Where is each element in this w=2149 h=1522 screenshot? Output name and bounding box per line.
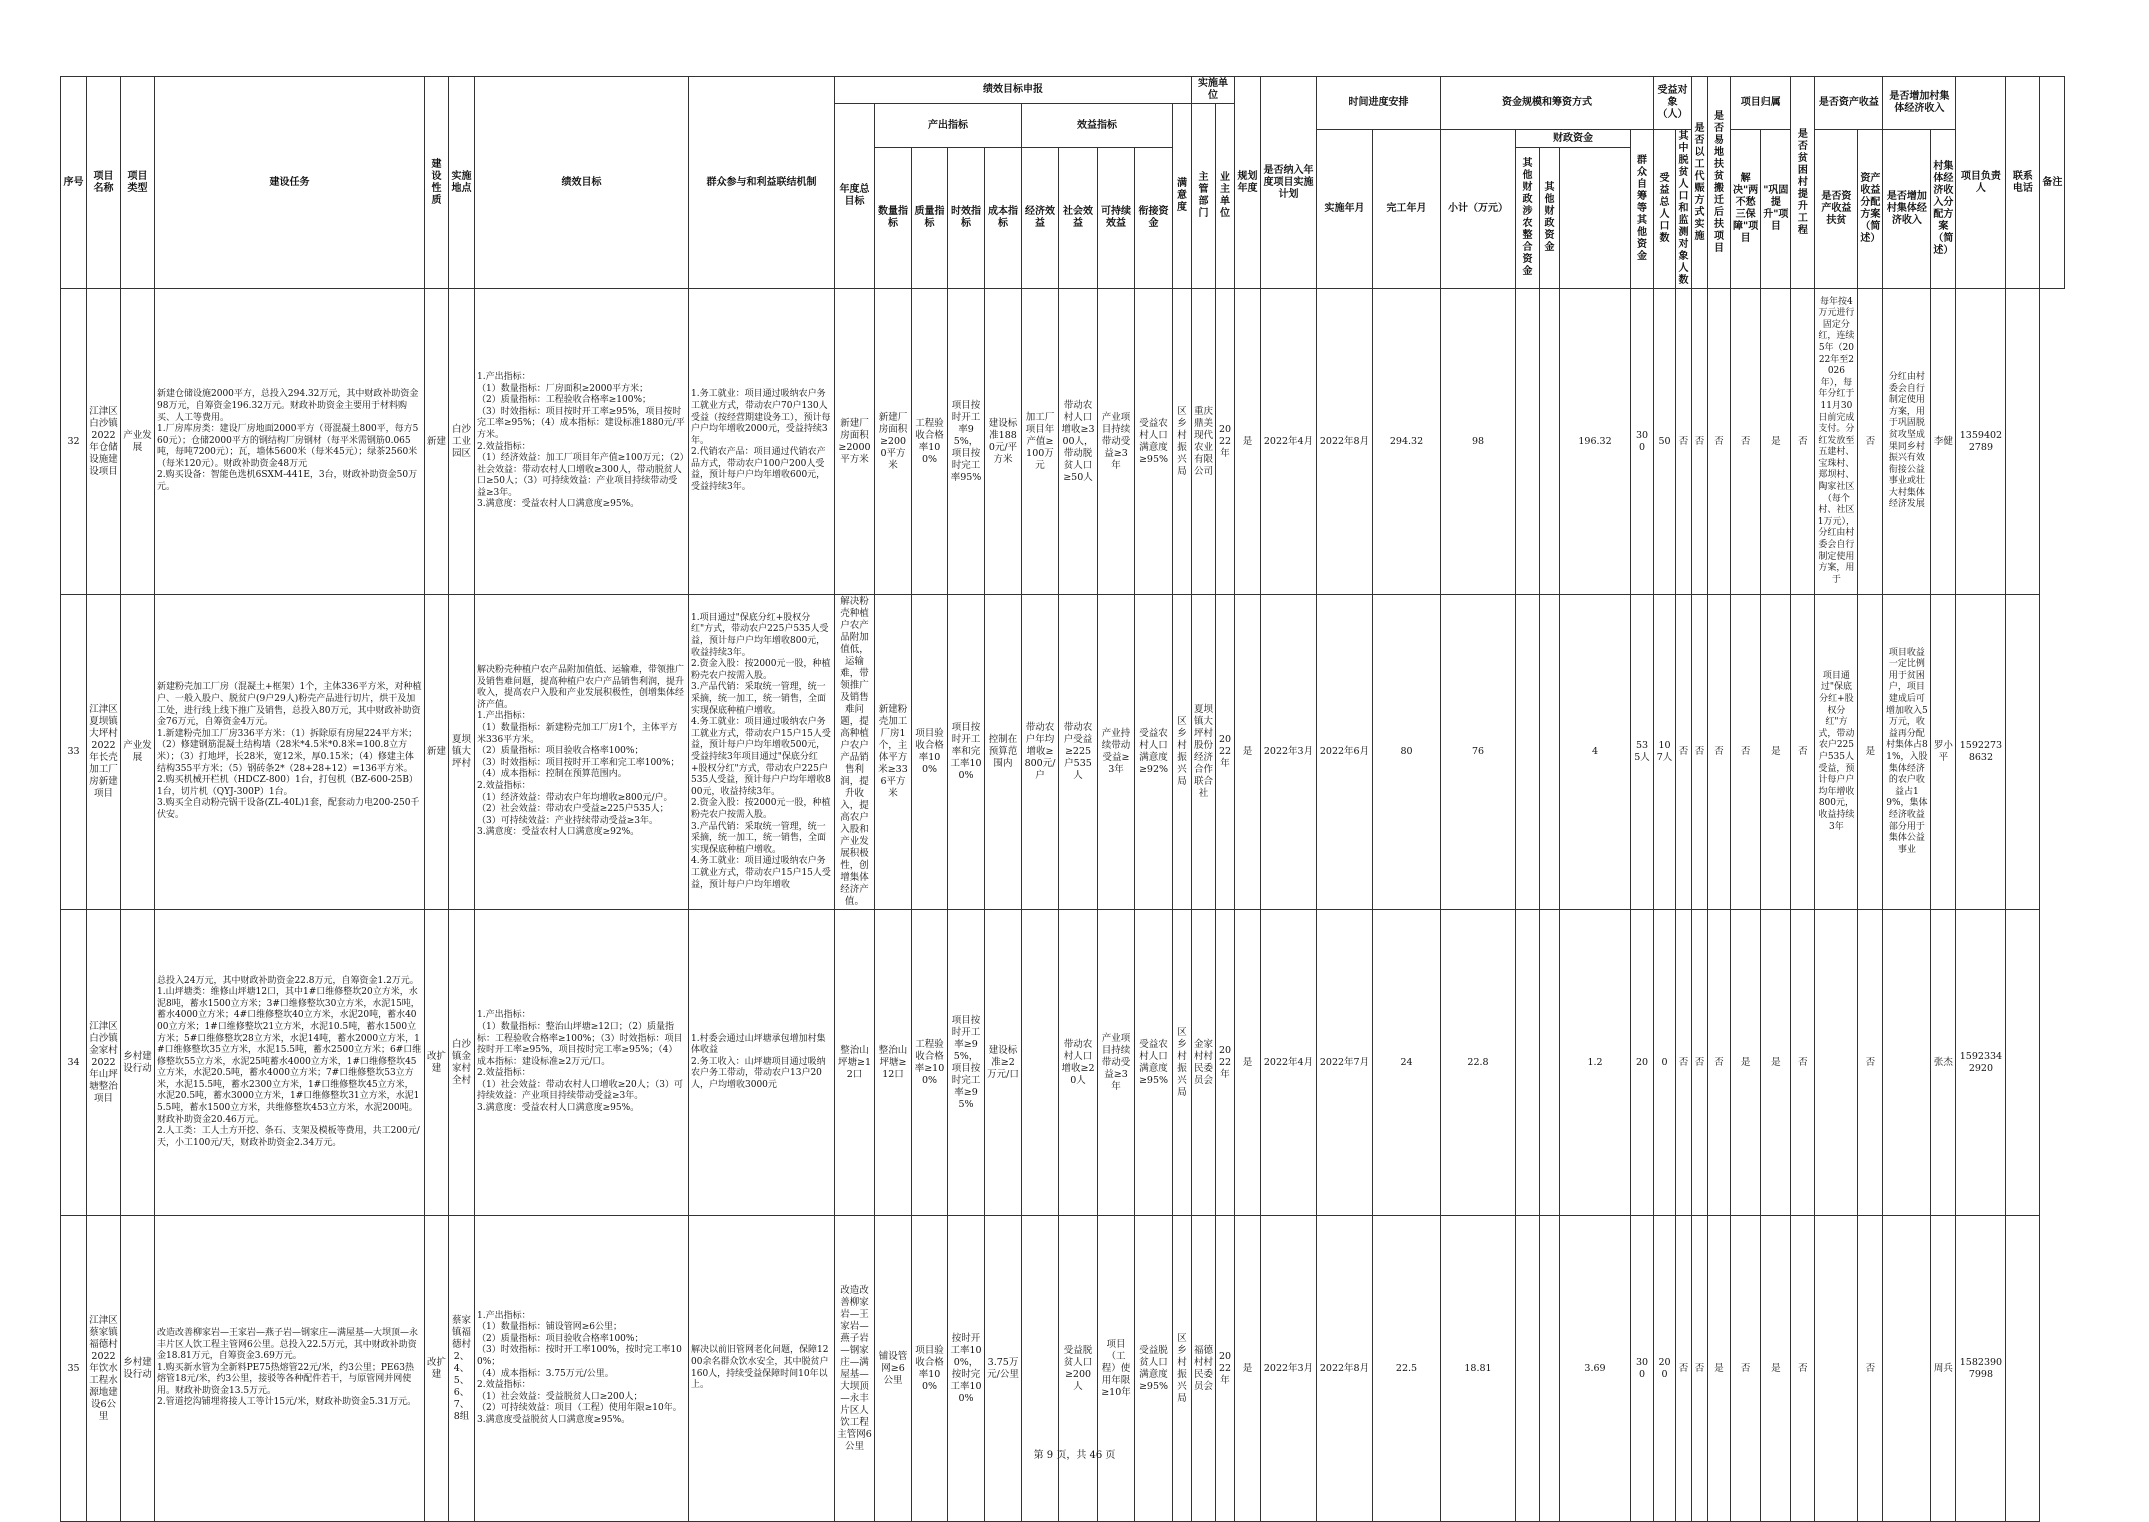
cell-satisfaction: 受益脱贫人口满意度≥95% (1135, 1216, 1173, 1522)
cell-collective-sub: 是 (1858, 595, 1883, 910)
header-collective-sub: 是否增加村集体经济收入 (1883, 130, 1931, 289)
cell-revitalize: 是 (1731, 910, 1761, 1216)
cell-cost: 建设标准1880元/平方米 (985, 289, 1022, 595)
cell-seq: 33 (61, 595, 87, 910)
header-collective-plan: 村集体经济收入分配方案（简述） (1931, 130, 1956, 289)
header-benefit: 效益指标 (1022, 104, 1173, 148)
cell-owner: 重庆鼎美现代农业有限公司 (1192, 289, 1216, 595)
cell-seq: 32 (61, 289, 87, 595)
cell-asset-plan (1815, 910, 1858, 1216)
cell-remark (2006, 289, 2040, 595)
header-asset-income-sub: 是否资产收益扶贫 (1815, 130, 1858, 289)
cell-work-relief: 否 (1676, 595, 1692, 910)
cell-cost: 控制在预算范围内 (985, 595, 1022, 910)
header-task: 建设任务 (155, 77, 425, 289)
cell-location: 夏坝镇大坪村 (449, 595, 475, 910)
cell-subtotal: 22.5 (1373, 1216, 1441, 1522)
header-social: 社会效益 (1059, 148, 1098, 289)
cell-start: 2022年4月 (1261, 289, 1317, 595)
cell-mechanism: 解决以前旧管网老化问题，保障1200余名群众饮水安全，其中脱贫户160人，持续受益保障时间10年以上。 (689, 1216, 835, 1522)
header-central: 衔接资金 (1135, 148, 1173, 289)
cell-social: 带动农村人口增收≥300人，带动脱贫人口≥50人 (1059, 289, 1098, 595)
header-timeliness: 时效指标 (948, 148, 985, 289)
cell-owner: 金家村村民委员会 (1192, 910, 1216, 1216)
cell-quality: 工程验收合格率≥100% (912, 910, 948, 1216)
cell-annual-goal: 整治山坪塘≥12口 (835, 910, 875, 1216)
cell-annual-goal: 改造改善柳家岩—王家岩—燕子岩—钢家庄—满屋基—大坝顶—永丰片区人饮工程主管网6公里 (835, 1216, 875, 1522)
cell-ben-poor: 0 (1654, 910, 1676, 1216)
table-row (61, 910, 2065, 1216)
cell-timeliness: 项目按时开工率95%，项目按时完工率95% (948, 289, 985, 595)
cell-econ (1022, 1216, 1059, 1522)
cell-goal: 解决粉壳种植户农产品附加值低、运输难，带领推广及销售难问题，提高种植户农户产品销售利润，提升收入，提高农户入股和产业发展积极性，创增集体经济产值。 1.产出指标： （1）数量指标：新建粉壳加工厂房1个，主体平方米336平方米。 （2）质量指标：项目验收合格率100%； （3）时效指标：项目按时开工率和完工率100%； （4）成本指标：控制在预算范围内。 2.效益指标： （1）经济效益：带动农户年均增收≥800元/户。 （2）社会效益：带动农户受益≥225户535人； （3）可持续效益：产业持续带动受益≥3年。 3.满意度：受益农村人口满意度≥92%。 (475, 595, 689, 910)
cell-type: 乡村建设行动 (121, 910, 155, 1216)
header-two-guarantees: 解决"两不愁三保障"项目 (1731, 130, 1761, 289)
cell-subtotal: 24 (1373, 910, 1441, 1216)
header-work-relief: 是否以工代赈方式实施 (1692, 77, 1708, 289)
cell-ben-total: 300 (1631, 1216, 1654, 1522)
cell-task: 改造改善柳家岩—王家岩—燕子岩—钢家庄—满屋基—大坝顶—永丰片区人饮工程主管网6公里。总投入22.5万元，其中财政补助资金18.81万元，自筹资金3.69万元。 1.购买新水管为全新料PE75热熔管22元/米，约3公里；PE63热熔管18元/米，约3公里，接驳等各种配件若干，与原管网并网使用。财政补助资金13.5万元。 2.管道挖沟铺埋将接人工等计15元/米，财政补助资金5.31万元。 (155, 1216, 425, 1522)
cell-end: 2022年7月 (1317, 910, 1373, 1216)
cell-manager: 周兵 (1931, 1216, 1956, 1522)
cell-dept: 区乡村振兴局 (1173, 289, 1192, 595)
header-poor-village: 是否贫困村提升工程 (1791, 77, 1815, 289)
header-phone: 联系电话 (2006, 77, 2040, 289)
cell-mechanism: 1.村委会通过山坪塘承包增加村集体收益 2.务工收入：山坪塘项目通过吸纳农户务工带动，带动农户13户20人，户均增收3000元 (689, 910, 835, 1216)
cell-plan-year: 2022年 (1216, 910, 1235, 1216)
cell-collective-plan: 分红由村委会自行制定使用方案，用于巩固脱贫攻坚成果同乡村振兴有效衔接公益事业或壮大村集体经济发展 (1883, 289, 1931, 595)
cell-sustain: 产业持续带动受益≥3年 (1098, 595, 1135, 910)
table-row (61, 595, 2065, 910)
cell-location: 白沙工业园区 (449, 289, 475, 595)
cell-mechanism: 1.项目通过"保底分红+股权分红"方式，带动农户225户535人受益，预计每户户均年增收800元，收益持续3年。 2.资金入股：按2000元一股，种植粉壳农户按需入股。 3.产品代销：采取统一管理，统一采摘，统一加工，统一销售，全面实现保底种植户增收。 4.务工就业：项目通过吸纳农户务工就业方式，带动农户15户15人受益，预计每户户均年增收500元，受益持续3年项目通过"保底分红+股权分红"方式，带动农户225户535人受益，预计每户户均年增收800元，收益持续3年。 2.资金入股：按2000元一股，种植粉壳农户按需入股。 3.产品代销：采取统一管理，统一采摘，统一加工，统一销售，全面实现保底种植户增收。 4.务工就业：项目通过吸纳农户务工就业方式，带动农户15户15人受益，预计每户户均年增收 (689, 595, 835, 910)
header-asset-income: 是否资产收益 (1815, 77, 1883, 130)
header-location: 实施地点 (449, 77, 475, 289)
cell-self-raised: 1.2 (1560, 910, 1631, 1216)
cell-nature: 改扩建 (425, 910, 449, 1216)
cell-nature: 改扩建 (425, 1216, 449, 1522)
cell-two-guarantees: 否 (1708, 289, 1731, 595)
cell-revitalize: 否 (1731, 289, 1761, 595)
cell-qty: 整治山坪塘≥12口 (875, 910, 912, 1216)
cell-timeliness: 项目按时开工率≥95%，项目按时完工率≥95% (948, 910, 985, 1216)
cell-sustain: 产业项目持续带动受益≥3年 (1098, 289, 1135, 595)
header-annual-goal: 年度总目标 (835, 104, 875, 289)
header-ethnic: 是否易地扶贫搬迁后扶项目 (1708, 77, 1731, 289)
cell-ben-total: 20 (1631, 910, 1654, 1216)
cell-ethnic: 否 (1692, 910, 1708, 1216)
cell-ben-poor: 107人 (1654, 595, 1676, 910)
cell-collective-sub: 否 (1858, 1216, 1883, 1522)
header-goal: 绩效目标 (475, 77, 689, 289)
cell-collective-plan (1883, 910, 1931, 1216)
cell-location: 白沙镇金家村全村 (449, 910, 475, 1216)
cell-in-plan: 是 (1235, 910, 1261, 1216)
cell-revitalize: 否 (1731, 595, 1761, 910)
cell-other-fiscal (1516, 289, 1540, 595)
cell-collective-sub: 否 (1858, 289, 1883, 595)
cell-plan-year: 2022年 (1216, 1216, 1235, 1522)
cell-in-plan: 是 (1235, 1216, 1261, 1522)
header-sustain: 可持续效益 (1098, 148, 1135, 289)
cell-work-relief: 否 (1676, 289, 1692, 595)
cell-remark (2006, 595, 2040, 910)
header-nature: 建设性质 (425, 77, 449, 289)
project-table (60, 76, 2065, 1522)
header-cost: 成本指标 (985, 148, 1022, 289)
cell-ben-poor: 200 (1654, 1216, 1676, 1522)
cell-phone: 15823907998 (1956, 1216, 2006, 1522)
cell-type: 乡村建设行动 (121, 1216, 155, 1522)
cell-ethnic: 否 (1692, 289, 1708, 595)
cell-social: 带动农户受益≥225户535人 (1059, 595, 1098, 910)
cell-self-raised: 4 (1560, 595, 1631, 910)
cell-phone: 13594022789 (1956, 289, 2006, 595)
header-asset-plan: 资产收益分配方案（简述） (1858, 130, 1883, 289)
cell-central: 98 (1441, 289, 1516, 595)
cell-goal: 1.产出指标： （1）数量指标：铺设管网≥6公里； （2）质量指标：项目验收合格率100%； （3）时效指标：按时开工率100%，按时完工率100%； （4）成本指标：3.75万元/公里。 2.效益指标： （1）社会效益：受益脱贫人口≥200人； （2）可持续效益：项目（工程）使用年限≥10年。 3.满意度受益脱贫人口满意度≥95%。 (475, 1216, 689, 1522)
header-plan-year: 规划年度 (1235, 77, 1261, 289)
header-type: 项目类型 (121, 77, 155, 289)
cell-qty: 新建粉壳加工厂房1个，主体平方米≥336平方米 (875, 595, 912, 910)
cell-self-raised: 3.69 (1560, 1216, 1631, 1522)
cell-remark (2006, 1216, 2040, 1522)
cell-in-plan: 是 (1235, 289, 1261, 595)
header-start: 实施年月 (1317, 130, 1373, 289)
cell-ben-total: 535人 (1631, 595, 1654, 910)
cell-end: 2022年6月 (1317, 595, 1373, 910)
cell-econ: 加工厂项目年产值≥100万元 (1022, 289, 1059, 595)
cell-type: 产业发展 (121, 595, 155, 910)
cell-cost: 建设标准≥2万元/口 (985, 910, 1022, 1216)
header-dept: 主管部门 (1192, 104, 1216, 289)
cell-satisfaction: 受益农村人口满意度≥95% (1135, 289, 1173, 595)
header-econ: 经济效益 (1022, 148, 1059, 289)
cell-econ: 带动农户年均增收≥800元/户 (1022, 595, 1059, 910)
header-beneficiary: 受益对象（人） (1654, 77, 1692, 130)
cell-name: 江津区夏坝镇大坪村2022年长壳加工厂房新建项目 (87, 595, 121, 910)
table-row (61, 289, 2065, 595)
cell-qty: 铺设管网≥6公里 (875, 1216, 912, 1522)
cell-end: 2022年8月 (1317, 289, 1373, 595)
cell-owner: 夏坝镇大坪村股份经济合作联合社 (1192, 595, 1216, 910)
cell-asset-income-sub: 否 (1791, 1216, 1815, 1522)
header-satisfaction: 满意度 (1173, 104, 1192, 289)
cell-econ (1022, 910, 1059, 1216)
cell-collective-plan: 项目收益一定比例用于贫困户，项目建成后可增加收入5万元，收益再分配村集体占81%，入股集体经济的农户收益占19%，集体经济收益部分用于集体公益事业 (1883, 595, 1931, 910)
cell-poor-village: 是 (1761, 595, 1791, 910)
header-quality: 质量指标 (912, 148, 948, 289)
cell-satisfaction: 受益农村人口满意度≥92% (1135, 595, 1173, 910)
cell-task: 新建仓储设施2000平方，总投入294.32万元，其中财政补助资金98万元，自筹资金196.32万元。财政补助资金主要用于材料购买、人工等费用。 1.厂房库房类：建设厂房地面2000平方（哥混凝土800平，每方560元）；仓储2000平方的钢结构厂房钢材（每平米需钢筋0.065吨，每吨7200元）；瓦，墙体5600米（每米45元）；绿茶2560米（每米120元）。财政补助资金48万元 2.购买设备：智能色选机6SXM-441E，3台，财政补助资金50万元。 (155, 289, 425, 595)
cell-sustain: 项目（工程）使用年限≥10年 (1098, 1216, 1135, 1522)
cell-in-plan: 是 (1235, 595, 1261, 910)
header-proj-belong: 项目归属 (1731, 77, 1791, 130)
cell-ben-total: 300 (1631, 289, 1654, 595)
cell-other-funds (1540, 595, 1560, 910)
cell-social: 带动农村人口增收≥20人 (1059, 910, 1098, 1216)
header-schedule: 时间进度安排 (1317, 77, 1441, 130)
cell-central: 22.8 (1441, 910, 1516, 1216)
cell-asset-plan: 项目通过"保底分红+股权分红"方式，带动农户225户535人受益，预计每户户均年增收800元，收益持续3年 (1815, 595, 1858, 910)
cell-subtotal: 80 (1373, 595, 1441, 910)
table-row (61, 1216, 2065, 1522)
cell-start: 2022年3月 (1261, 595, 1317, 910)
header-other-fiscal: 其他财政涉农整合资金 (1516, 148, 1540, 289)
cell-ethnic: 否 (1692, 1216, 1708, 1522)
cell-satisfaction: 受益农村人口满意度≥95% (1135, 910, 1173, 1216)
cell-goal: 1.产出指标： （1）数量指标：厂房面积≥2000平方米； （2）质量指标：工程验收合格率≥100%； （3）时效指标：项目按时开工率≥95%，项目按时完工率≥95%；（4）成本指标：建设标准1880元/平方米。 2.效益指标： （1）经济效益：加工厂项目年产值≥100万元；（2）社会效益：带动农村人口增收≥300人，带动脱贫人口≥50人；（3）可持续效益：产业项目持续带动受益≥3年。 3.满意度：受益农村人口满意度≥95%。 (475, 289, 689, 595)
cell-phone: 15923342920 (1956, 910, 2006, 1216)
cell-manager: 李健 (1931, 289, 1956, 595)
page-footer: 第 9 页，共 46 页 (1033, 1450, 1116, 1461)
cell-owner: 福德村村民委员会 (1192, 1216, 1216, 1522)
header-owner: 业主单位 (1216, 104, 1235, 289)
header-manager: 项目负责人 (1956, 77, 2006, 289)
cell-name: 江津区白沙镇2022年仓储设施建设项目 (87, 289, 121, 595)
header-end: 完工年月 (1373, 130, 1441, 289)
cell-timeliness: 项目按时开工率和完工率100% (948, 595, 985, 910)
cell-other-fiscal (1516, 910, 1540, 1216)
cell-annual-goal: 解决粉壳种植户农产品附加值低，运输难，带领推广及销售难问题，提高种植户农户产品销售利润，提升收入，提高农户入股和产业发展积极性，创增集体经济产值。 (835, 595, 875, 910)
cell-social: 受益脱贫人口≥200人 (1059, 1216, 1098, 1522)
cell-subtotal: 294.32 (1373, 289, 1441, 595)
cell-quality: 项目验收合格率100% (912, 595, 948, 910)
cell-task: 新建粉壳加工厂房（混凝土+框架）1个，主体336平方米，对种植户、一般入股户、脱贫户(9户29人)粉壳产品进行切片，烘干及加工处，进行线上线下推广及销售，总投入80万元，其中财政补助资金76万元，自筹资金4万元。 1.新建粉壳加工厂房336平方米：（1）拆除原有房屋224平方米；（2）修建钢筋混凝土结构墙（28米*4.5米*0.8米=100.8立方米）；（3）打地坪，长28米，宽12米，厚0.15米；（4）修建主体结构355平方米；（5）钢砖条2*（28+28+12）=136平方米。 2.购买机械开栏机（HDCZ-800）1台，打包机（BZ-600-25B）1台，切片机（QYJ-300P）1台。 3.购买全自动粉壳锅干设备(ZL-40L)1套，配套动力电200-250千伏安。 (155, 595, 425, 910)
cell-collective-sub: 否 (1858, 910, 1883, 1216)
header-fiscal: 财政资金 (1516, 130, 1631, 148)
cell-asset-income-sub: 否 (1791, 289, 1815, 595)
cell-end: 2022年8月 (1317, 1216, 1373, 1522)
cell-ben-poor: 50 (1654, 289, 1676, 595)
cell-other-funds (1540, 1216, 1560, 1522)
cell-start: 2022年4月 (1261, 910, 1317, 1216)
cell-name: 江津区蔡家镇福德村2022年饮水工程水源地建设6公里 (87, 1216, 121, 1522)
cell-start: 2022年3月 (1261, 1216, 1317, 1522)
cell-seq: 35 (61, 1216, 87, 1522)
cell-qty: 新建厂房面积≥2000平方米 (875, 289, 912, 595)
cell-quality: 项目验收合格率100% (912, 1216, 948, 1522)
header-remark: 备注 (2040, 77, 2065, 289)
cell-other-fiscal (1516, 595, 1540, 910)
header-seq: 序号 (61, 77, 87, 289)
cell-two-guarantees: 是 (1708, 1216, 1731, 1522)
cell-poor-village: 是 (1761, 289, 1791, 595)
cell-seq: 34 (61, 910, 87, 1216)
cell-central: 18.81 (1441, 1216, 1516, 1522)
header-ben-poor: 其中脱贫人口和监测对象人数 (1676, 130, 1692, 289)
cell-manager: 张杰 (1931, 910, 1956, 1216)
header-in-plan: 是否纳入年度项目实施计划 (1261, 77, 1317, 289)
cell-nature: 新建 (425, 595, 449, 910)
cell-task: 总投入24万元，其中财政补助资金22.8万元，自筹资金1.2万元。 1.山坪塘类：维修山坪塘12口，其中1#口维修整坎20立方米，水泥8吨，蓄水1500立方米；3#口维修整坎30立方米，水泥15吨，蓄水4000立方米；4#口维修整坎40立方米，水泥20吨，蓄水4000立方米；1#口维修整坎21立方米，水泥10.5吨，蓄水1500立方米；5#口维修整坎28立方米，水泥14吨，蓄水2000立方米，1#口维修整坎35立方米，水泥15.5吨，蓄水2500立方米；6#口维修整坎55立方米，水泥25吨蓄水4000立方米，1#口维修整坎45立方米，水泥20.5吨，蓄水4000立方米；7#口维修整坎53立方米，水泥15.5吨，蓄水2300立方米，1#口维修整坎45立方米，水泥20.5吨，蓄水3000立方米，1#口维修整坎31立方米，水泥15.5吨，蓄水1500立方米，共维修整坎453立方米，水泥200吨。财政补助资金20.46万元。 2.人工类：工人土方开挖、条石、支架及模板等费用，共工200元/天，小工100元/天，财政补助资金2.34万元。 (155, 910, 425, 1216)
cell-ethnic: 否 (1692, 595, 1708, 910)
cell-two-guarantees: 否 (1708, 595, 1731, 910)
cell-cost: 3.75万元/公里 (985, 1216, 1022, 1522)
cell-other-funds (1540, 910, 1560, 1216)
cell-two-guarantees: 否 (1708, 910, 1731, 1216)
cell-plan-year: 2022年 (1216, 289, 1235, 595)
cell-goal: 1.产出指标： （1）数量指标：整治山坪塘≥12口；（2）质量指标：工程验收合格率≥100%；（3）时效指标：项目按时开工率≥95%，项目按时完工率≥95%；（4）成本指标：建设标准≥2万元/口。 2.效益指标： （1）社会效益：带动农村人口增收≥20人；（3）可持续效益：产业项目持续带动受益≥3年。 3.满意度：受益农村人口满意度≥95%。 (475, 910, 689, 1216)
cell-poor-village: 是 (1761, 1216, 1791, 1522)
cell-asset-plan (1815, 1216, 1858, 1522)
header-ben-total: 受益总人口数 (1654, 130, 1676, 289)
cell-nature: 新建 (425, 289, 449, 595)
cell-asset-plan: 每年按4万元进行固定分红，连续5年（2022年至2026年），每年分红于11月30日前完成支付。分红发放至五建村、宝珠村、郑坝村、陶家社区（每个村、社区1万元），分红由村委会自行制定使用方案，用于 (1815, 289, 1858, 595)
cell-work-relief: 否 (1676, 1216, 1692, 1522)
header-subtotal: 小计（万元） (1441, 130, 1516, 289)
cell-dept: 区乡村振兴局 (1173, 910, 1192, 1216)
cell-name: 江津区白沙镇金家村2022年山坪塘整治项目 (87, 910, 121, 1216)
cell-type: 产业发展 (121, 289, 155, 595)
header-output: 产出指标 (875, 104, 1022, 148)
cell-asset-income-sub: 否 (1791, 595, 1815, 910)
cell-manager: 罗小平 (1931, 595, 1956, 910)
header-collective: 是否增加村集体经济收入 (1883, 77, 1956, 130)
cell-dept: 区乡村振兴局 (1173, 1216, 1192, 1522)
table-body (61, 289, 2065, 1522)
header-self-raised: 群众自筹等其他资金 (1631, 130, 1654, 289)
header-revitalize: "巩固提升"项目 (1761, 130, 1791, 289)
cell-remark (2006, 910, 2040, 1216)
cell-phone: 15922738632 (1956, 595, 2006, 910)
cell-asset-income-sub: 否 (1791, 910, 1815, 1216)
cell-self-raised: 196.32 (1560, 289, 1631, 595)
header-name: 项目名称 (87, 77, 121, 289)
cell-work-relief: 否 (1676, 910, 1692, 1216)
header-funding: 资金规模和筹资方式 (1441, 77, 1654, 130)
header-impl-unit: 实施单位 (1192, 77, 1235, 104)
header-qty: 数量指标 (875, 148, 912, 289)
cell-sustain: 产业项目持续带动受益≥3年 (1098, 910, 1135, 1216)
cell-collective-plan (1883, 1216, 1931, 1522)
cell-timeliness: 按时开工率100%，按时完工率100% (948, 1216, 985, 1522)
cell-location: 蔡家镇福德村2、4、5、6、7、8组 (449, 1216, 475, 1522)
cell-plan-year: 2022年 (1216, 595, 1235, 910)
cell-other-funds (1540, 289, 1560, 595)
cell-poor-village: 是 (1761, 910, 1791, 1216)
header-other-funds: 其他财政资金 (1540, 148, 1560, 289)
cell-mechanism: 1.务工就业：项目通过吸纳农户务工就业方式，带动农户70户130人受益（按经营期建设务工），预计每户户均年增收2000元，受益持续3年。 2.代销农产品：项目通过代销农产品方式，带动农户100户200人受益，预计每户户均年增收600元，受益持续3年。 (689, 289, 835, 595)
cell-other-fiscal (1516, 1216, 1540, 1522)
cell-dept: 区乡村振兴局 (1173, 595, 1192, 910)
cell-revitalize: 否 (1731, 1216, 1761, 1522)
cell-central: 76 (1441, 595, 1516, 910)
header-perf-declare: 绩效目标申报 (835, 77, 1192, 104)
cell-quality: 工程验收合格率100% (912, 289, 948, 595)
cell-annual-goal: 新建厂房面积≥2000平方米 (835, 289, 875, 595)
header-mechanism: 群众参与和利益联结机制 (689, 77, 835, 289)
